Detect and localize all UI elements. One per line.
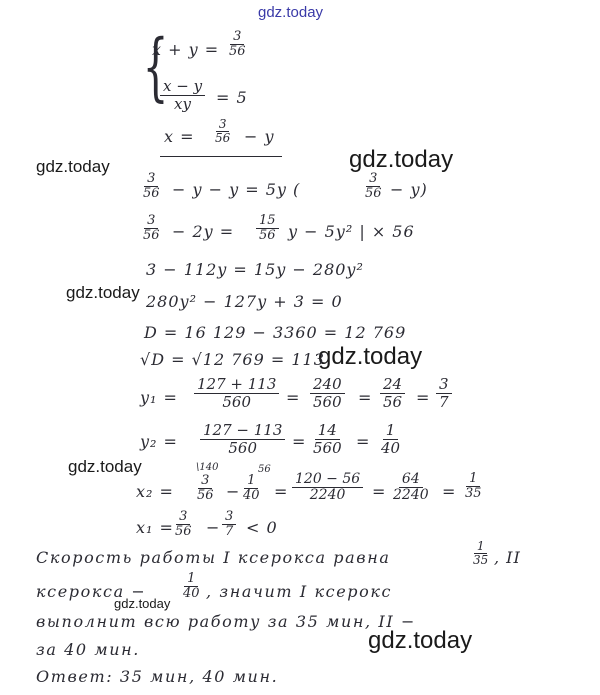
fraction-denominator: 56 — [365, 186, 382, 202]
fraction-numerator: 24 — [380, 376, 405, 394]
x1-fraction-2 — [222, 510, 236, 540]
system-brace: { — [142, 24, 169, 110]
x2-minus: − — [226, 482, 241, 501]
y1-fraction-1 — [194, 376, 279, 410]
y2-fraction-3 — [378, 422, 403, 456]
y2-fraction-1 — [200, 422, 285, 456]
step1-fraction — [212, 118, 233, 145]
watermark-left-4: gdz.today — [114, 596, 171, 611]
fraction-numerator: 15 — [256, 214, 279, 229]
fraction-denominator: 56 — [259, 228, 276, 244]
fraction-numerator: 127 − 113 — [200, 422, 285, 440]
conclusion-fraction-2 — [180, 572, 203, 602]
fraction-numerator: 14 — [315, 422, 340, 440]
fraction-denominator: 56 — [143, 186, 160, 202]
y2-fraction-2 — [310, 422, 345, 456]
y1-equals-2: = — [358, 388, 373, 407]
x2-fraction-5 — [462, 472, 485, 502]
fraction-denominator: 35 — [473, 553, 489, 568]
x2-superscript-1: \140 — [196, 462, 219, 473]
fraction-denominator: 560 — [222, 392, 251, 411]
fraction-denominator: 56 — [175, 524, 192, 540]
fraction-denominator: 560 — [313, 438, 342, 457]
step2-paren-fraction — [362, 172, 385, 202]
divider-line — [160, 156, 282, 157]
step3-middle: − 2y = — [172, 222, 235, 241]
step1-left: x = — [164, 127, 195, 146]
watermark-left-3: gdz.today — [68, 457, 142, 476]
fraction-numerator: 1 — [474, 540, 488, 554]
x1-label: x₁ = — [136, 518, 174, 537]
system-eq1-fraction — [226, 30, 249, 60]
step6-discriminant: D = 16 129 − 3360 = 12 769 — [144, 323, 407, 342]
system-eq2-fraction — [160, 78, 205, 112]
fraction-numerator: 120 − 56 — [292, 472, 363, 488]
fraction-denominator: 40 — [183, 586, 200, 602]
step7-root-discriminant: √D = √12 769 = 113 — [140, 350, 325, 369]
fraction-denominator: 56 — [197, 488, 214, 504]
watermark-right-2: gdz.today — [318, 343, 423, 370]
y1-equals-3: = — [416, 388, 431, 407]
fraction-numerator: 3 — [144, 172, 158, 187]
x2-equals-3: = — [442, 482, 457, 501]
fraction-numerator: 3 — [198, 474, 212, 489]
conclusion-line-4: за 40 мин. — [36, 640, 140, 659]
watermark-left-1: gdz.today — [36, 157, 110, 176]
y1-equals-1: = — [286, 388, 301, 407]
step3-end: y − 5y² | × 56 — [288, 222, 415, 241]
fraction-denominator: 40 — [381, 438, 401, 457]
x1-end: < 0 — [246, 518, 278, 537]
fraction-denominator: xy — [174, 94, 191, 113]
system-eq1-left: x + y = — [152, 40, 220, 59]
fraction-numerator: 3 — [436, 376, 452, 394]
fraction-denominator: 56 — [215, 131, 231, 146]
y2-equals-1: = — [292, 432, 307, 451]
x2-fraction-4 — [390, 472, 432, 504]
conclusion-line-1-end: , II — [494, 548, 521, 567]
x1-minus: − — [206, 518, 221, 537]
fraction-numerator: 240 — [310, 376, 345, 394]
x2-superscript-2: 56 — [258, 464, 271, 475]
step2-middle: − y − y = 5y ( — [172, 180, 301, 199]
step3-coefficient-fraction — [256, 214, 279, 244]
y1-label: y₁ = — [140, 388, 178, 407]
fraction-denominator: 2240 — [309, 487, 346, 504]
fraction-denominator: 40 — [243, 488, 260, 504]
fraction-numerator: 3 — [366, 172, 380, 187]
fraction-denominator: 560 — [228, 438, 257, 457]
fraction-numerator: 3 — [222, 510, 236, 525]
x2-fraction-2 — [240, 474, 263, 504]
fraction-numerator: 1 — [383, 422, 399, 440]
answer-line: Ответ: 35 мин, 40 мин. — [36, 667, 279, 686]
x2-fraction-3 — [292, 472, 363, 504]
fraction-denominator: 56 — [383, 392, 403, 411]
fraction-numerator: 3 — [176, 510, 190, 525]
fraction-numerator: 3 — [216, 118, 230, 132]
y1-fraction-4 — [436, 376, 452, 410]
y1-fraction-2 — [310, 376, 345, 410]
x2-label: x₂ = — [136, 482, 174, 501]
conclusion-line-2: ксерокса − — [36, 582, 147, 601]
fraction-numerator: 127 + 113 — [194, 376, 279, 394]
conclusion-line-3: выполнит всю работу за 35 мин, II − — [36, 612, 416, 631]
y2-label: y₂ = — [140, 432, 178, 451]
step4-line: 3 − 112y = 15y − 280y² — [146, 260, 364, 279]
fraction-denominator: 7 — [439, 392, 449, 411]
fraction-denominator: 7 — [225, 524, 234, 540]
fraction-numerator: 1 — [466, 472, 480, 487]
step1-right: − y — [244, 127, 275, 146]
fraction-numerator: 64 — [399, 472, 423, 488]
step2-end: − y) — [390, 180, 428, 199]
conclusion-fraction-1 — [470, 540, 491, 567]
conclusion-line-2-end: , значит I ксерокс — [206, 582, 393, 601]
watermark-bottom: gdz.today — [368, 627, 473, 654]
y2-equals-2: = — [356, 432, 371, 451]
system-eq2-right: = 5 — [216, 88, 248, 107]
fraction-numerator: x − y — [160, 78, 205, 96]
watermark-left-2: gdz.today — [66, 283, 140, 302]
x1-fraction-1 — [172, 510, 195, 540]
fraction-denominator: 56 — [143, 228, 160, 244]
fraction-numerator: 3 — [230, 30, 244, 45]
fraction-numerator: 1 — [244, 474, 258, 489]
y1-fraction-3 — [380, 376, 405, 410]
step2-fraction — [140, 172, 163, 202]
x2-equals-2: = — [372, 482, 387, 501]
step3-fraction — [140, 214, 163, 244]
conclusion-line-1: Скорость работы I ксерокса равна — [36, 548, 391, 567]
fraction-denominator: 56 — [229, 44, 246, 60]
x2-fraction-1 — [194, 474, 217, 504]
x2-equals-1: = — [274, 482, 289, 501]
fraction-denominator: 35 — [465, 486, 482, 502]
fraction-denominator: 560 — [313, 392, 342, 411]
fraction-denominator: 2240 — [393, 487, 429, 504]
step5-quadratic: 280y² − 127y + 3 = 0 — [146, 292, 343, 311]
watermark-right-1: gdz.today — [349, 146, 454, 173]
fraction-numerator: 3 — [144, 214, 158, 229]
watermark-top: gdz.today — [258, 4, 324, 21]
fraction-numerator: 1 — [184, 572, 198, 587]
